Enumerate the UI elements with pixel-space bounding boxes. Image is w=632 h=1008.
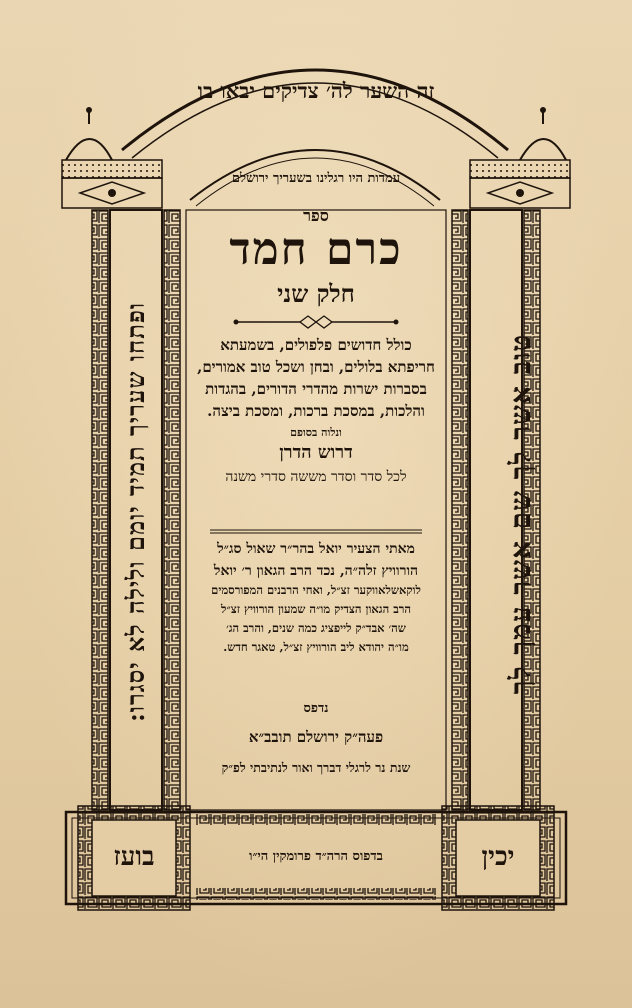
left-tower-crown — [62, 107, 162, 208]
author-line: הרב הגאון הצדיק מו״ה שמעון הורוויץ זצ״ל — [221, 602, 411, 616]
book-title: כרם חמד — [229, 224, 403, 275]
left-pillar-inscription: ופתחו שעריך תמיד יומם ולילה לא יסגרו: — [121, 301, 150, 723]
author-line: שה׳ אבד״ק לייפציג כמה שנים, והרב הג׳ — [226, 621, 406, 635]
boaz-box-label: בועז — [113, 842, 155, 872]
printed-label: נדפס — [303, 701, 329, 716]
appendix-title: דרוש הדרן — [279, 442, 353, 463]
appendix-subtitle: לכל סדר וסדר מששה סדרי משנה — [225, 469, 407, 485]
intro-line: כולל חדושים פלפולים, בשמעתא — [220, 336, 412, 354]
right-pillar-inscription: טוב אשר לך שם אשר עמך לך — [504, 333, 537, 695]
volume-label: חלק שני — [277, 279, 355, 308]
intro-line: בסברות ישרות מהדרי הדורים, בהגדות — [205, 380, 427, 398]
printed-place: פעה״ק ירושלם תובב״א — [248, 728, 384, 746]
printed-year: שנת נר לרגלי דברך ואור לנתיבתי לפ״ק — [221, 760, 411, 775]
author-line: מו״ה יהודא ליב הורוויץ זצ״ל, טאגר חדש. — [223, 640, 409, 654]
author-line: לוקאשלאווקער זצ״ל, ואחי הרבנים המפורסמים — [211, 583, 421, 597]
author-line: הורוויץ זלה״ה, נכד הרב הגאון ר׳ יואל — [213, 563, 419, 579]
yachin-box-label: יכין — [481, 842, 515, 872]
intro-line: והלכות, במסכת ברכות, ומסכת ביצה. — [207, 402, 425, 420]
author-line: מאתי הצעיר יואל בהר״ר שאול סג״ל — [217, 541, 415, 557]
appendix-intro: ונלוה בסופם — [290, 426, 342, 439]
arch-subverse: עמדות היו רגלינו בשעריך ירושלם — [231, 171, 401, 186]
arch-verse: זה השער לה׳ צדיקים יבאו בו — [197, 78, 435, 103]
intro-line: חריפתא בלולים, ובחן ושכל טוב אמורים, — [197, 358, 435, 376]
sefer-label: ספר — [303, 206, 329, 225]
printer-line: בדפוס הרה״ד פרומקין הי״ו — [249, 849, 383, 864]
